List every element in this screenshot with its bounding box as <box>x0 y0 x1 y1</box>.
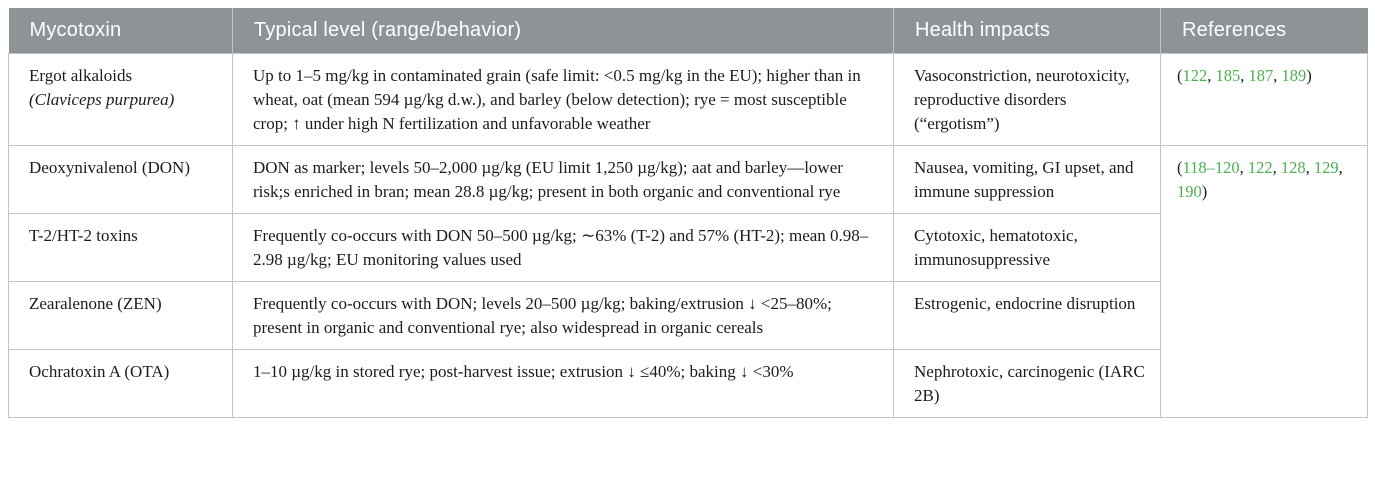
reference-link[interactable]: 122 <box>1182 66 1208 85</box>
mycotoxin-name: Deoxynivalenol (DON) <box>29 158 190 177</box>
mycotoxin-cell <box>9 214 233 282</box>
reference-link[interactable]: 187 <box>1248 66 1274 85</box>
references-cell: (118–120, 122, 128, 129, 190) <box>1161 146 1368 418</box>
column-header-references: References <box>1161 8 1368 54</box>
mycotoxin-table <box>8 8 1368 418</box>
mycotoxin-name: T-2/HT-2 toxins <box>29 226 138 245</box>
typical-level-cell: Frequently co-occurs with DON 50–500 µg/kg; ∼63% (T-2) and 57% (HT-2); mean 0.98–2.98 µg/kg; EU monitoring values used <box>233 214 894 282</box>
health-impacts-cell: Cytotoxic, hematotoxic, immunosuppressive <box>894 214 1161 282</box>
mycotoxin-cell <box>9 146 233 214</box>
mycotoxin-cell <box>9 54 233 146</box>
mycotoxin-name: Ochratoxin A (OTA) <box>29 362 170 381</box>
reference-link[interactable]: 129 <box>1313 158 1339 177</box>
reference-link[interactable]: 190 <box>1177 182 1202 201</box>
reference-link[interactable]: 189 <box>1281 66 1307 85</box>
health-impacts-cell: Estrogenic, endocrine disruption <box>894 282 1161 350</box>
mycotoxin-cell <box>9 282 233 350</box>
typical-level-cell: Up to 1–5 mg/kg in contaminated grain (safe limit: <0.5 mg/kg in the EU); higher than in wheat, oat (mean 594 µg/kg d.w.), and barley (below detection); rye = most susceptible crop; ↑ under high N fertilization and unfavorable weather <box>233 54 894 146</box>
column-header-typical-level: Typical level (range/behavior) <box>233 8 894 54</box>
mycotoxin-name: Zearalenone (ZEN) <box>29 294 162 313</box>
reference-link[interactable]: 118–120 <box>1182 158 1240 177</box>
health-impacts-cell: Nausea, vomiting, GI upset, and immune suppression <box>894 146 1161 214</box>
column-header-mycotoxin: Mycotoxin <box>9 8 233 54</box>
mycotoxin-name: Ergot alkaloids <box>29 66 133 85</box>
typical-level-cell: DON as marker; levels 50–2,000 µg/kg (EU limit 1,250 µg/kg); aat and barley—lower risk;s enriched in bran; mean 28.8 µg/kg; present in both organic and conventional rye <box>233 146 894 214</box>
reference-link[interactable]: 122 <box>1247 158 1273 177</box>
table-body <box>9 54 1368 418</box>
header-row <box>9 8 1368 54</box>
typical-level-cell: Frequently co-occurs with DON; levels 20–500 µg/kg; baking/extrusion ↓ <25–80%; present in organic and conventional rye; also widespread in organic cereals <box>233 282 894 350</box>
table-row <box>9 54 1368 146</box>
reference-link[interactable]: 128 <box>1280 158 1306 177</box>
column-header-health-impacts: Health impacts <box>894 8 1161 54</box>
table-row <box>9 146 1368 214</box>
species-name: (Claviceps purpurea) <box>29 90 175 109</box>
typical-level-cell: 1–10 µg/kg in stored rye; post-harvest issue; extrusion ↓ ≤40%; baking ↓ <30% <box>233 350 894 418</box>
reference-link[interactable]: 185 <box>1215 66 1241 85</box>
table-header <box>9 8 1368 54</box>
health-impacts-cell: Nephrotoxic, carcinogenic (IARC 2B) <box>894 350 1161 418</box>
references-cell: (122, 185, 187, 189) <box>1161 54 1368 146</box>
health-impacts-cell: Vasoconstriction, neurotoxicity, reproductive disorders (“ergotism”) <box>894 54 1161 146</box>
mycotoxin-cell <box>9 350 233 418</box>
